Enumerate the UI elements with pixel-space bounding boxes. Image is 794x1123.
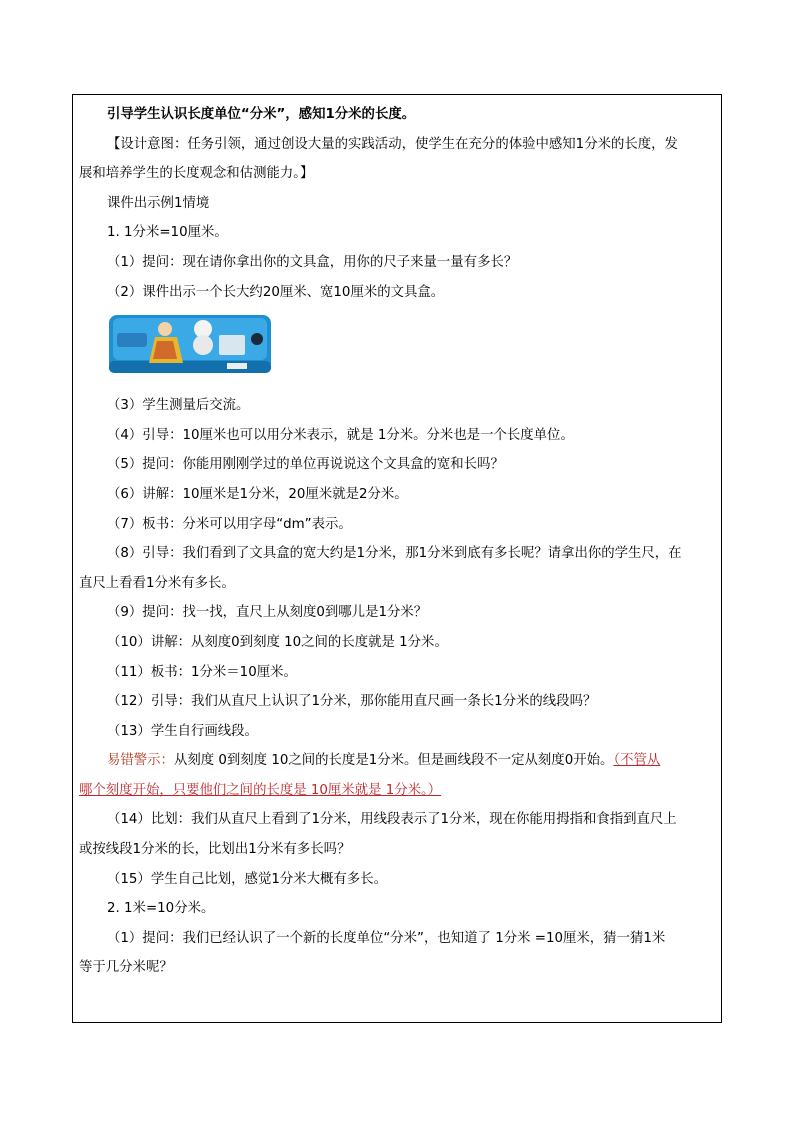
step-9: （9）提问：找一找，直尺上从刻度0到哪儿是1分米？	[107, 605, 428, 621]
warning-note-start: （不管从	[613, 753, 661, 769]
warning-note-end: 哪个刻度开始，只要他们之间的长度是 10厘米就是 1分米。）	[79, 782, 442, 798]
section-1-heading: 1. 1分米=10厘米。	[107, 225, 228, 241]
step-5: （5）提问：你能用刚刚学过的单位再说说这个文具盒的宽和长吗？	[107, 457, 504, 473]
step-10: （10）讲解：从刻度0到刻度 10之间的长度就是 1分米。	[107, 634, 448, 650]
step-6: （6）讲解：10厘米是1分米，20厘米就是2分米。	[107, 486, 408, 502]
warning-label: 易错警示：	[107, 753, 174, 769]
pencil-case-icon	[107, 311, 275, 377]
step-14-line-1: （14）比划：我们从直尺上看到了1分米，用线段表示了1分米，现在你能用拇指和食指到直尺上	[107, 812, 677, 828]
section-2-step-1-line-1: （1）提问：我们已经认识了一个新的长度单位“分米”，也知道了 1分米 =10厘米，猜一猜1米	[107, 930, 666, 946]
step-2: （2）课件出示一个长大约20厘米、宽10厘米的文具盒。	[107, 284, 445, 300]
pencil-case-image	[107, 311, 719, 381]
step-11: （11）板书：1分米＝10厘米。	[107, 664, 297, 680]
step-3: （3）学生测量后交流。	[107, 398, 250, 414]
design-intent-line-2: 展和培养学生的长度观念和估测能力。】	[79, 166, 314, 182]
section-2-heading: 2. 1米=10分米。	[107, 901, 215, 917]
warning-text: 从刻度 0到刻度 10之间的长度是1分米。但是画线段不一定从刻度0开始。	[173, 753, 614, 769]
step-15: （15）学生自己比划，感觉1分米大概有多长。	[107, 871, 387, 887]
lesson-content	[79, 100, 719, 983]
step-1: （1）提问：现在请你拿出你的文具盒，用你的尺子来量一量有多长？	[107, 254, 518, 270]
section-2-step-1-line-2: 等于几分米呢？	[79, 960, 173, 976]
step-12: （12）引导：我们从直尺上认识了1分米，那你能用直尺画一条长1分米的线段吗？	[107, 694, 597, 710]
objective-line: 引导学生认识长度单位“分米”，感知1分米的长度。	[107, 107, 416, 122]
warning-line-1	[79, 746, 719, 776]
step-13: （13）学生自行画线段。	[107, 723, 258, 739]
design-intent-line-1: 【设计意图：任务引领，通过创设大量的实践活动，使学生在充分的体验中感知1分米的长度，发	[107, 136, 678, 152]
courseware-line: 课件出示例1情境	[107, 195, 210, 211]
step-4: （4）引导：10厘米也可以用分米表示，就是 1分米。分米也是一个长度单位。	[107, 427, 574, 443]
warning-line-2	[79, 776, 719, 806]
step-8-line-1: （8）引导：我们看到了文具盒的宽大约是1分米，那1分米到底有多长呢？请拿出你的学生尺，在	[107, 546, 682, 562]
step-7: （7）板书：分米可以用字母“dm”表示。	[107, 516, 352, 532]
step-14-line-2: 或按线段1分米的长，比划出1分米有多长吗？	[79, 842, 351, 858]
step-8-line-2: 直尺上看看1分米有多长。	[79, 575, 235, 591]
